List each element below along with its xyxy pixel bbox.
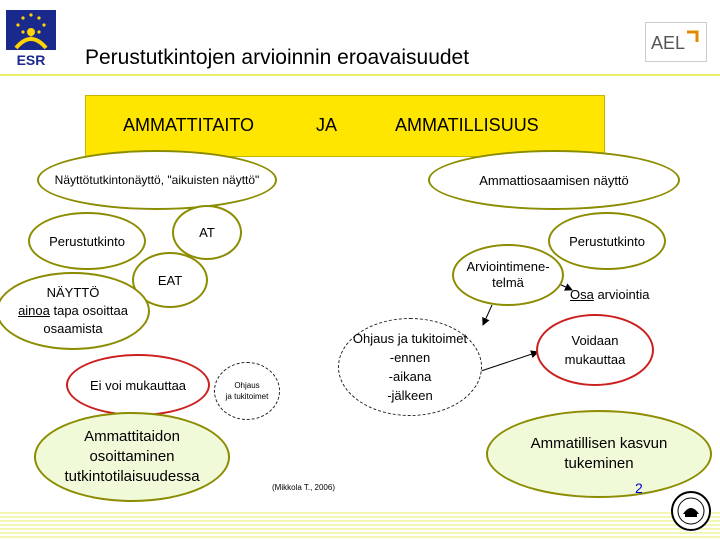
ohjaus-small-oval (214, 362, 280, 420)
ammattitaidon-line-2: osoittaminen (89, 448, 175, 465)
banner-ammattitaito: AMMATTITAITO (123, 115, 254, 135)
ammatillisen-line-2: tukeminen (564, 455, 634, 472)
ael-logo-text: AEL (651, 33, 686, 53)
ei-voi-mukauttaa-oval (66, 354, 210, 416)
naytto-title: NÄYTTÖ (46, 285, 100, 300)
at-oval (172, 205, 242, 260)
nayttotutkinto-label: Näyttötutkintonäyttö, "aikuisten näyttö" (54, 172, 260, 187)
ohjaus-line-4: -jälkeen (387, 388, 433, 403)
ohjaus-line-3: -aikana (388, 369, 432, 384)
arviointimenetelma-oval (452, 244, 564, 306)
banner-ammatillisuus: AMMATILLISUUS (395, 115, 539, 135)
osa-suffix: arviointia (593, 287, 650, 302)
perustutkinto-left-oval (28, 212, 146, 270)
voidaan-line-1: Voidaan (571, 333, 619, 348)
esr-logo-text: ESR (16, 52, 46, 68)
nayttotutkinto-oval (37, 150, 277, 210)
ei-voi-label: Ei voi mukauttaa (89, 377, 187, 393)
perustutkinto-right-label: Perustutkinto (569, 233, 645, 249)
voidaan-mukauttaa-oval (536, 314, 654, 386)
emblem-logo (670, 490, 712, 532)
arviointi-line-2: telmä (492, 275, 524, 290)
osa-prefix: Osa (570, 287, 594, 302)
naytto-line-3: osaamista (43, 321, 103, 336)
ammattiosaaminen-oval (428, 150, 680, 210)
bottom-stripes (0, 511, 720, 540)
eat-label: EAT (157, 272, 183, 288)
banner-ja: JA (316, 115, 338, 135)
ohjaus-oval (338, 318, 482, 416)
page-title: Perustutkintojen arvioinnin eroavaisuudet (85, 46, 470, 69)
naytto-oval (0, 272, 150, 350)
voidaan-line-2: mukauttaa (564, 352, 626, 367)
perustutkinto-right-oval (548, 212, 666, 270)
ammatillisen-oval (486, 410, 712, 498)
ammatillisen-line-1: Ammatillisen kasvun (530, 435, 668, 452)
ammattitaidon-line-3: tutkintotilaisuudessa (64, 468, 200, 485)
perustutkinto-left-label: Perustutkinto (49, 233, 125, 249)
naytto-line-2: tapa osoittaa (49, 303, 128, 318)
ohjaus-line-1: Ohjaus ja tukitoimet (352, 331, 468, 346)
ammattitaidon-line-1: Ammattitaidon (84, 428, 180, 445)
arviointi-line-1: Arviointimene- (466, 259, 550, 274)
ohjaus-small-line-2: ja tukitoimet (225, 392, 269, 401)
naytto-ainoa: ainoa (18, 303, 50, 318)
osa-arviointia-text (570, 285, 649, 304)
citation: (Mikkola T., 2006) (272, 483, 335, 492)
page-number: 2 (635, 480, 643, 496)
ammattiosaaminen-label: Ammattiosaamisen näyttö (479, 172, 629, 188)
ohjaus-small-line-1: Ohjaus (234, 381, 260, 390)
ammattitaidon-oval (34, 412, 230, 502)
ohjaus-line-2: -ennen (389, 350, 431, 365)
at-label: AT (199, 225, 215, 240)
